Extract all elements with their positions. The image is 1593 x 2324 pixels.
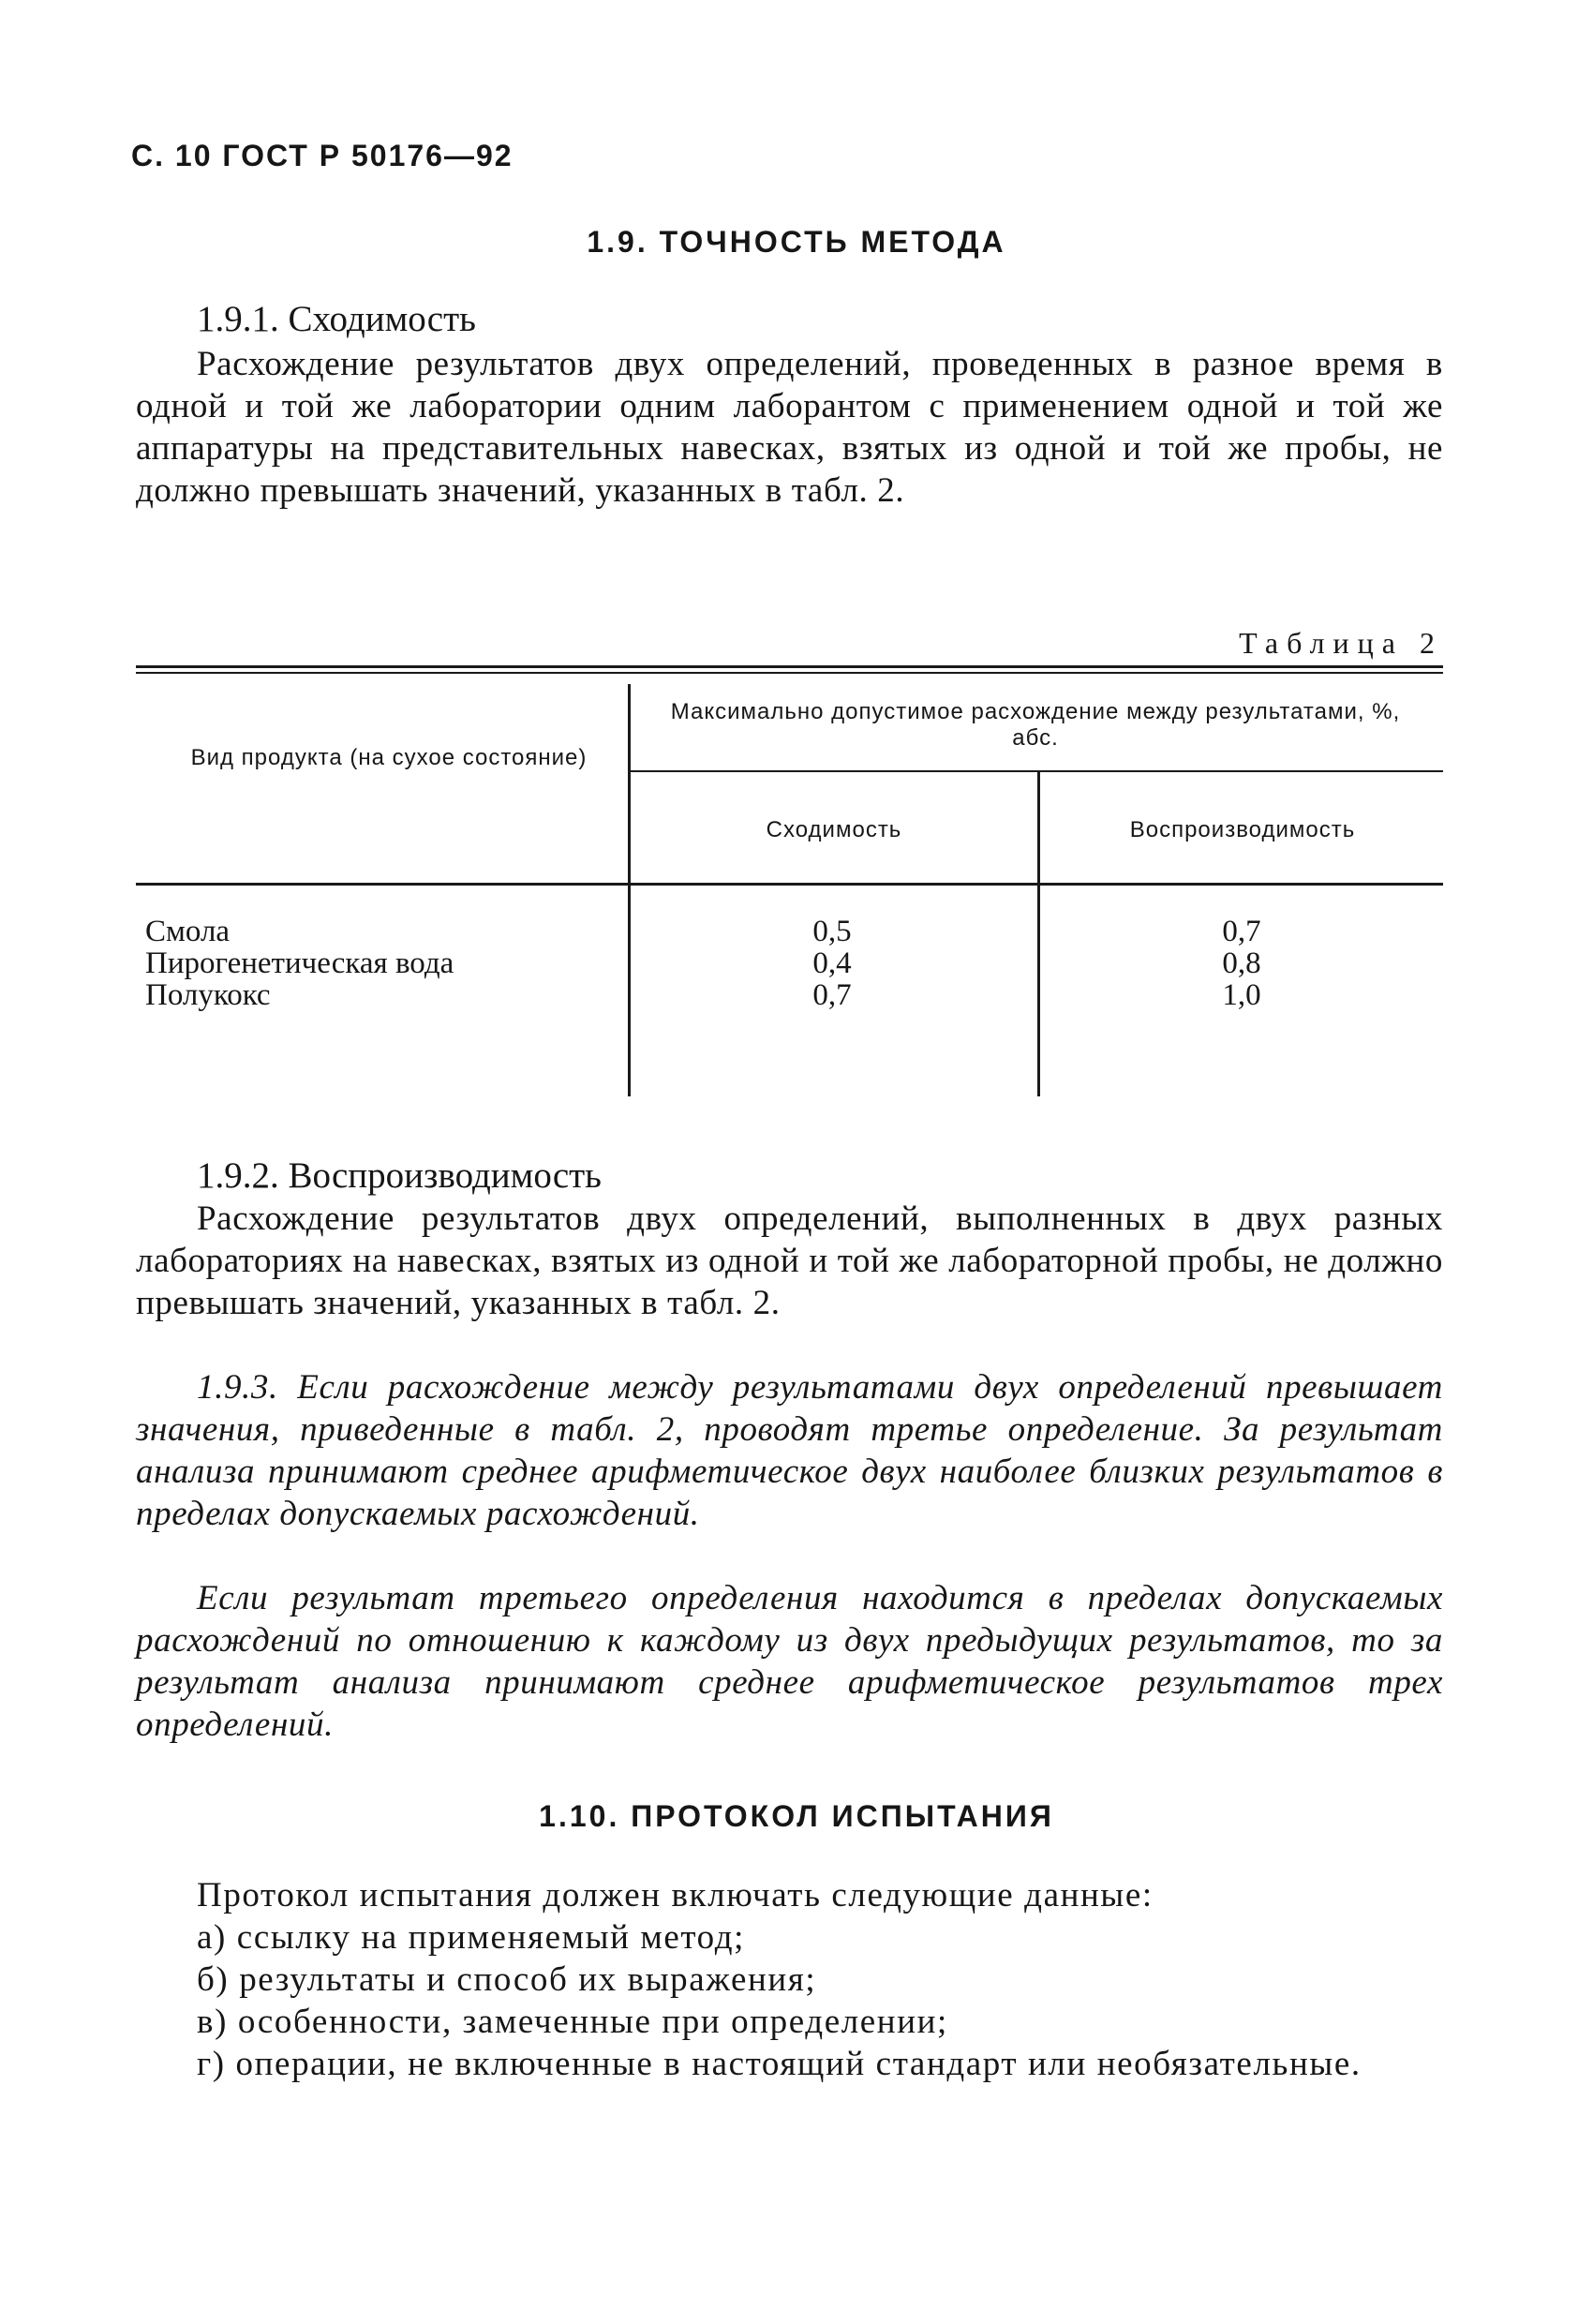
table-row-product: Полукокс (145, 978, 271, 1012)
header-max-discrepancy: Максимально допустимое расхождение между результатами, %, абс. (670, 699, 1401, 751)
subsection-title-convergence: 1.9.1. Сходимость (197, 299, 476, 339)
table-row-product: Пирогенетическая вода (145, 946, 454, 980)
table-row-convergence: 0,7 (812, 978, 852, 1012)
section-title-1-9: 1.9. ТОЧНОСТЬ МЕТОДА (587, 225, 1006, 259)
table-row-reproducibility: 0,7 (1222, 915, 1261, 948)
protocol-intro: Протокол испытания должен включать следующие данные: (197, 1876, 1154, 1914)
table-row-convergence: 0,4 (812, 946, 852, 980)
list-item: б) результаты и способ их выражения; (197, 1960, 817, 1999)
paragraph-convergence: Расхождение результатов двух определений, проведенных в разное время в одной и той же лаборатории одним лаборантом с применением одной и той же аппаратуры на представительных навесках, взятых из одной и той же пробы, не должно превышать значений, указанных в табл. 2. (136, 345, 1443, 510)
list-item: в) особенности, замеченные при определении; (197, 2003, 948, 2041)
section-title-1-10: 1.10. ПРОТОКОЛ ИСПЫТАНИЯ (539, 1799, 1054, 1833)
table-2 (136, 665, 1443, 1096)
paragraph-third-result: Если результат третьего определения находится в пределах допускаемых расхождений по отношению к каждому из двух предыдущих результатов, то за результат анализа принимают среднее арифметическое результатов трех определений. (136, 1579, 1443, 1744)
paragraph-third-determination: 1.9.3. Если расхождение между результатами двух определений превышает значения, приведенные в табл. 2, проводят третье определение. За результат анализа принимают среднее арифметическое двух наиболее близких результатов в пределах допускаемых расхождений. (136, 1368, 1443, 1533)
page-header: С. 10 ГОСТ Р 50176—92 (131, 139, 514, 172)
header-reproducibility: Воспроизводимость (1129, 817, 1356, 842)
header-product: Вид продукта (на сухое состояние) (190, 745, 588, 770)
header-convergence: Сходимость (766, 817, 902, 842)
list-item: а) ссылку на применяемый метод; (197, 1918, 745, 1957)
table-row-convergence: 0,5 (812, 915, 852, 948)
subsection-title-reproducibility: 1.9.2. Воспроизводимость (197, 1155, 602, 1196)
table-row-reproducibility: 1,0 (1222, 978, 1261, 1012)
list-item: г) операции, не включенные в настоящий стандарт или необязательные. (197, 2045, 1362, 2083)
paragraph-reproducibility: Расхождение результатов двух определений, выполненных в двух разных лабораториях на навесках, взятых из одной и той же лабораторной пробы, не должно превышать значений, указанных в табл. 2. (136, 1199, 1443, 1322)
table-caption: Таблица 2 (1239, 626, 1443, 660)
table-row-product: Смола (145, 915, 231, 948)
table-row-reproducibility: 0,8 (1222, 946, 1261, 980)
